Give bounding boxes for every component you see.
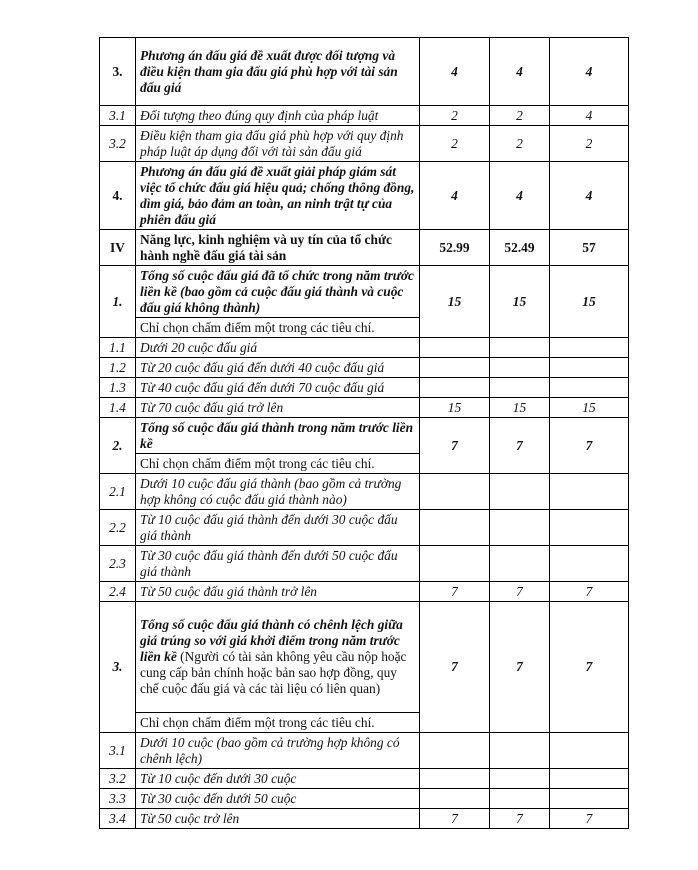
criterion-text: Từ 50 cuộc trở lên	[136, 809, 420, 829]
score-2	[490, 510, 550, 546]
table-row	[100, 266, 629, 318]
score-2	[490, 789, 550, 809]
criterion-text: Dưới 10 cuộc (bao gồm cả trường hợp không có chênh lệch)	[136, 733, 420, 769]
table-row	[100, 358, 629, 378]
table-row	[100, 474, 629, 510]
table-row	[100, 733, 629, 769]
score-2: 4	[490, 162, 550, 230]
score-1: 7	[420, 418, 490, 474]
row-number: 1.4	[100, 398, 136, 418]
score-2: 15	[490, 266, 550, 338]
criterion-text: Dưới 20 cuộc đấu giá	[136, 338, 420, 358]
score-1: 7	[420, 582, 490, 602]
score-2: 15	[490, 398, 550, 418]
row-number: 1.3	[100, 378, 136, 398]
score-3: 4	[550, 106, 629, 126]
instruction-text: Chỉ chọn chấm điểm một trong các tiêu chí.	[136, 454, 420, 474]
table-row	[100, 582, 629, 602]
table-row	[100, 789, 629, 809]
score-3: 15	[550, 398, 629, 418]
instruction-text: Chỉ chọn chấm điểm một trong các tiêu chí.	[136, 318, 420, 338]
row-number: 2.3	[100, 546, 136, 582]
instruction-text: Chỉ chọn chấm điểm một trong các tiêu chí.	[136, 713, 420, 733]
score-2: 7	[490, 602, 550, 733]
score-1	[420, 510, 490, 546]
score-3	[550, 769, 629, 789]
row-number: 2.4	[100, 582, 136, 602]
score-3	[550, 338, 629, 358]
score-1	[420, 358, 490, 378]
score-1: 7	[420, 602, 490, 733]
row-number: 3.	[100, 602, 136, 733]
score-1: 7	[420, 809, 490, 829]
table-row	[100, 378, 629, 398]
criterion-text: Đối tượng theo đúng quy định của pháp luật	[136, 106, 420, 126]
criterion-text: Dưới 10 cuộc đấu giá thành (bao gồm cả trường hợp không có cuộc đấu giá thành nào)	[136, 474, 420, 510]
table-row	[100, 38, 629, 106]
score-1	[420, 378, 490, 398]
score-1: 15	[420, 398, 490, 418]
score-2	[490, 358, 550, 378]
score-3	[550, 510, 629, 546]
criterion-text: Tổng số cuộc đấu giá thành trong năm trước liền kề	[136, 418, 420, 454]
criterion-text	[136, 602, 420, 713]
score-1	[420, 338, 490, 358]
criterion-text: Từ 20 cuộc đấu giá đến dưới 40 cuộc đấu giá	[136, 358, 420, 378]
score-2: 7	[490, 809, 550, 829]
criterion-text: Điều kiện tham gia đấu giá phù hợp với quy định pháp luật áp dụng đối với tài sản đấu giá	[136, 126, 420, 162]
criterion-text: Năng lực, kinh nghiệm và uy tín của tổ chức hành nghề đấu giá tài sản	[136, 230, 420, 266]
table-row	[100, 338, 629, 358]
row-number: IV	[100, 230, 136, 266]
score-3	[550, 378, 629, 398]
score-3: 2	[550, 126, 629, 162]
row-number: 3.2	[100, 769, 136, 789]
score-3: 15	[550, 266, 629, 338]
score-1: 4	[420, 38, 490, 106]
criterion-text: Từ 10 cuộc đến dưới 30 cuộc	[136, 769, 420, 789]
table-row	[100, 126, 629, 162]
table-row	[100, 106, 629, 126]
row-number: 1.	[100, 266, 136, 338]
row-number: 4.	[100, 162, 136, 230]
table-row	[100, 230, 629, 266]
row-number: 1.2	[100, 358, 136, 378]
score-3	[550, 789, 629, 809]
score-3: 4	[550, 162, 629, 230]
criterion-text: Từ 70 cuộc đấu giá trở lên	[136, 398, 420, 418]
row-number: 3.2	[100, 126, 136, 162]
row-number: 2.	[100, 418, 136, 474]
score-2	[490, 338, 550, 358]
score-2	[490, 733, 550, 769]
criterion-text-bold: Tổng số cuộc đấu giá thành có chênh lệch giữa giá trúng so với giá khởi điểm trong năm trước liền kề	[140, 617, 403, 664]
criterion-text: Phương án đấu giá đề xuất giải pháp giám sát việc tổ chức đấu giá hiệu quả; chống thông đồng, dìm giá, bảo đảm an toàn, an ninh trật tự của phiên đấu giá	[136, 162, 420, 230]
table-row	[100, 602, 629, 713]
score-2: 7	[490, 582, 550, 602]
row-number: 2.2	[100, 510, 136, 546]
score-3	[550, 474, 629, 510]
row-number: 1.1	[100, 338, 136, 358]
score-3	[550, 733, 629, 769]
score-1	[420, 789, 490, 809]
score-2: 52.49	[490, 230, 550, 266]
table-row	[100, 546, 629, 582]
table-row	[100, 398, 629, 418]
score-1	[420, 546, 490, 582]
criterion-text: Từ 30 cuộc đấu giá thành đến dưới 50 cuộc đấu giá thành	[136, 546, 420, 582]
score-2	[490, 546, 550, 582]
criterion-text: Tổng số cuộc đấu giá đã tổ chức trong năm trước liền kề (bao gồm cả cuộc đấu giá thành và cuộc đấu giá không thành)	[136, 266, 420, 318]
score-1	[420, 474, 490, 510]
score-3: 57	[550, 230, 629, 266]
criterion-text: Từ 10 cuộc đấu giá thành đến dưới 30 cuộc đấu giá thành	[136, 510, 420, 546]
score-3	[550, 546, 629, 582]
score-3: 7	[550, 809, 629, 829]
criterion-text: Phương án đấu giá đề xuất được đối tượng và điều kiện tham gia đấu giá phù hợp với tài sản đấu giá	[136, 38, 420, 106]
score-2	[490, 378, 550, 398]
row-number: 3.3	[100, 789, 136, 809]
row-number: 3.4	[100, 809, 136, 829]
criterion-text: Từ 40 cuộc đấu giá đến dưới 70 cuộc đấu giá	[136, 378, 420, 398]
criterion-text-note: (Người có tài sản không yêu cầu nộp hoặc cung cấp bản chính hoặc bản sao hợp đồng, quy chế cuộc đấu giá và các tài liệu có liên quan)	[140, 649, 407, 696]
score-3	[550, 358, 629, 378]
score-1	[420, 769, 490, 789]
score-3: 7	[550, 602, 629, 733]
criterion-text: Từ 30 cuộc đến dưới 50 cuộc	[136, 789, 420, 809]
row-number: 2.1	[100, 474, 136, 510]
score-2: 7	[490, 418, 550, 474]
row-number: 3.	[100, 38, 136, 106]
score-1: 2	[420, 106, 490, 126]
score-1	[420, 733, 490, 769]
scoring-table	[99, 37, 629, 829]
score-3: 7	[550, 418, 629, 474]
row-number: 3.1	[100, 733, 136, 769]
score-1: 4	[420, 162, 490, 230]
score-1: 2	[420, 126, 490, 162]
row-number: 3.1	[100, 106, 136, 126]
table-row	[100, 769, 629, 789]
table-row	[100, 162, 629, 230]
score-2: 2	[490, 126, 550, 162]
score-2: 4	[490, 38, 550, 106]
score-1: 52.99	[420, 230, 490, 266]
score-2	[490, 769, 550, 789]
score-2	[490, 474, 550, 510]
score-2: 2	[490, 106, 550, 126]
score-1: 15	[420, 266, 490, 338]
table-row	[100, 809, 629, 829]
score-3: 7	[550, 582, 629, 602]
score-3: 4	[550, 38, 629, 106]
criterion-text: Từ 50 cuộc đấu giá thành trở lên	[136, 582, 420, 602]
table-row	[100, 418, 629, 454]
table-row	[100, 510, 629, 546]
